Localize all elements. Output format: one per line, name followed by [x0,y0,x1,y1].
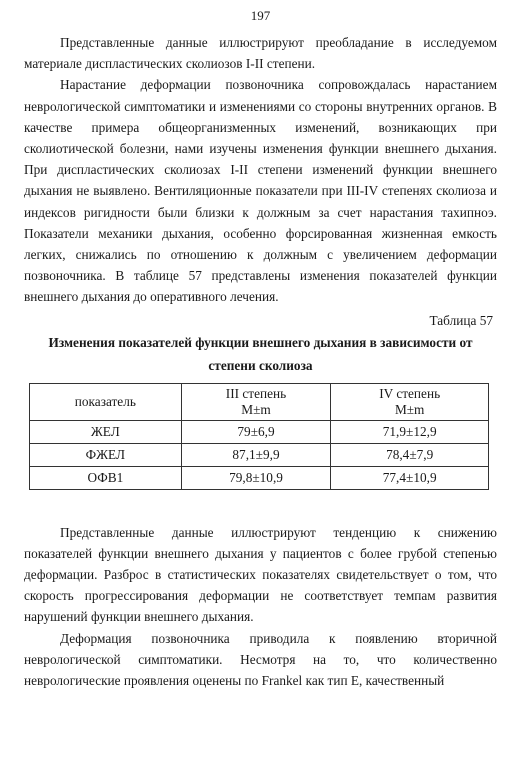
table-cell: ФЖЕЛ [30,443,182,466]
header-indicator: показатель [30,383,182,420]
paragraph-3: Представленные данные иллюстрируют тенденцию к снижению показателей функции внешнего дыхания у пациентов с более грубой степенью деформации. Разброс в статистических показателях свидетельствует о том, что скорость прогрессирования деформации не соответствует темпам развития нарушений функции внешнего дыхания. [24,524,497,625]
table-label: Таблица 57 [429,312,493,328]
table-cell: ОФВ1 [30,466,182,489]
table-cell: 87,1±9,9 [181,443,331,466]
spacer [24,490,497,522]
header-grade-4: IV степень M±m [331,383,489,420]
table-row [30,466,489,489]
header-grade-3: III степень M±m [181,383,331,420]
table-row [30,443,489,466]
page-number: 197 [250,8,271,23]
table-cell: 79,8±10,9 [181,466,331,489]
table-cell: 78,4±7,9 [331,443,489,466]
paragraph-2: Нарастание деформации позвоночника сопровождалась нарастанием неврологической симптоматики и изменениями со стороны внутренних органов. В качестве примера общеорганизменных изменений, возникающих при сколиотической болезни, нами изучены изменения функции внешнего дыхания. При диспластических сколиозах I-II степени изменений функции внешнего дыхания не выявлено. Вентиляционные показатели при III-IV степенях сколиоза и индексов ригидности были близки к должным за счет нарастания тахипноэ. Показатели механики дыхания, особенно форсированная жизненная емкость легких, снижались по отношению к должным с увеличением деформации позвоночника. В таблице 57 представлены изменения показателей функции внешнего дыхания до оперативного лечения. [24,77,497,305]
table-cell: ЖЕЛ [30,420,182,443]
table-cell: 79±6,9 [181,420,331,443]
table-header-row [30,383,489,420]
paragraph-1: Представленные данные иллюстрируют преобладание в исследуемом материале диспластических сколиозов I-II степени. [24,35,497,72]
respiratory-function-table [29,383,489,490]
table-cell: 71,9±12,9 [331,420,489,443]
table-title: Изменения показателей функции внешнего дыхания в зависимости от степени сколиоза [48,334,473,373]
paragraph-4: Деформация позвоночника приводила к появлению вторичной неврологической симптоматики. Несмотря на то, что количественно неврологические проявления оценены по Frankel как тип Е, качественный [24,630,497,689]
table-row [30,420,489,443]
table-cell: 77,4±10,9 [331,466,489,489]
